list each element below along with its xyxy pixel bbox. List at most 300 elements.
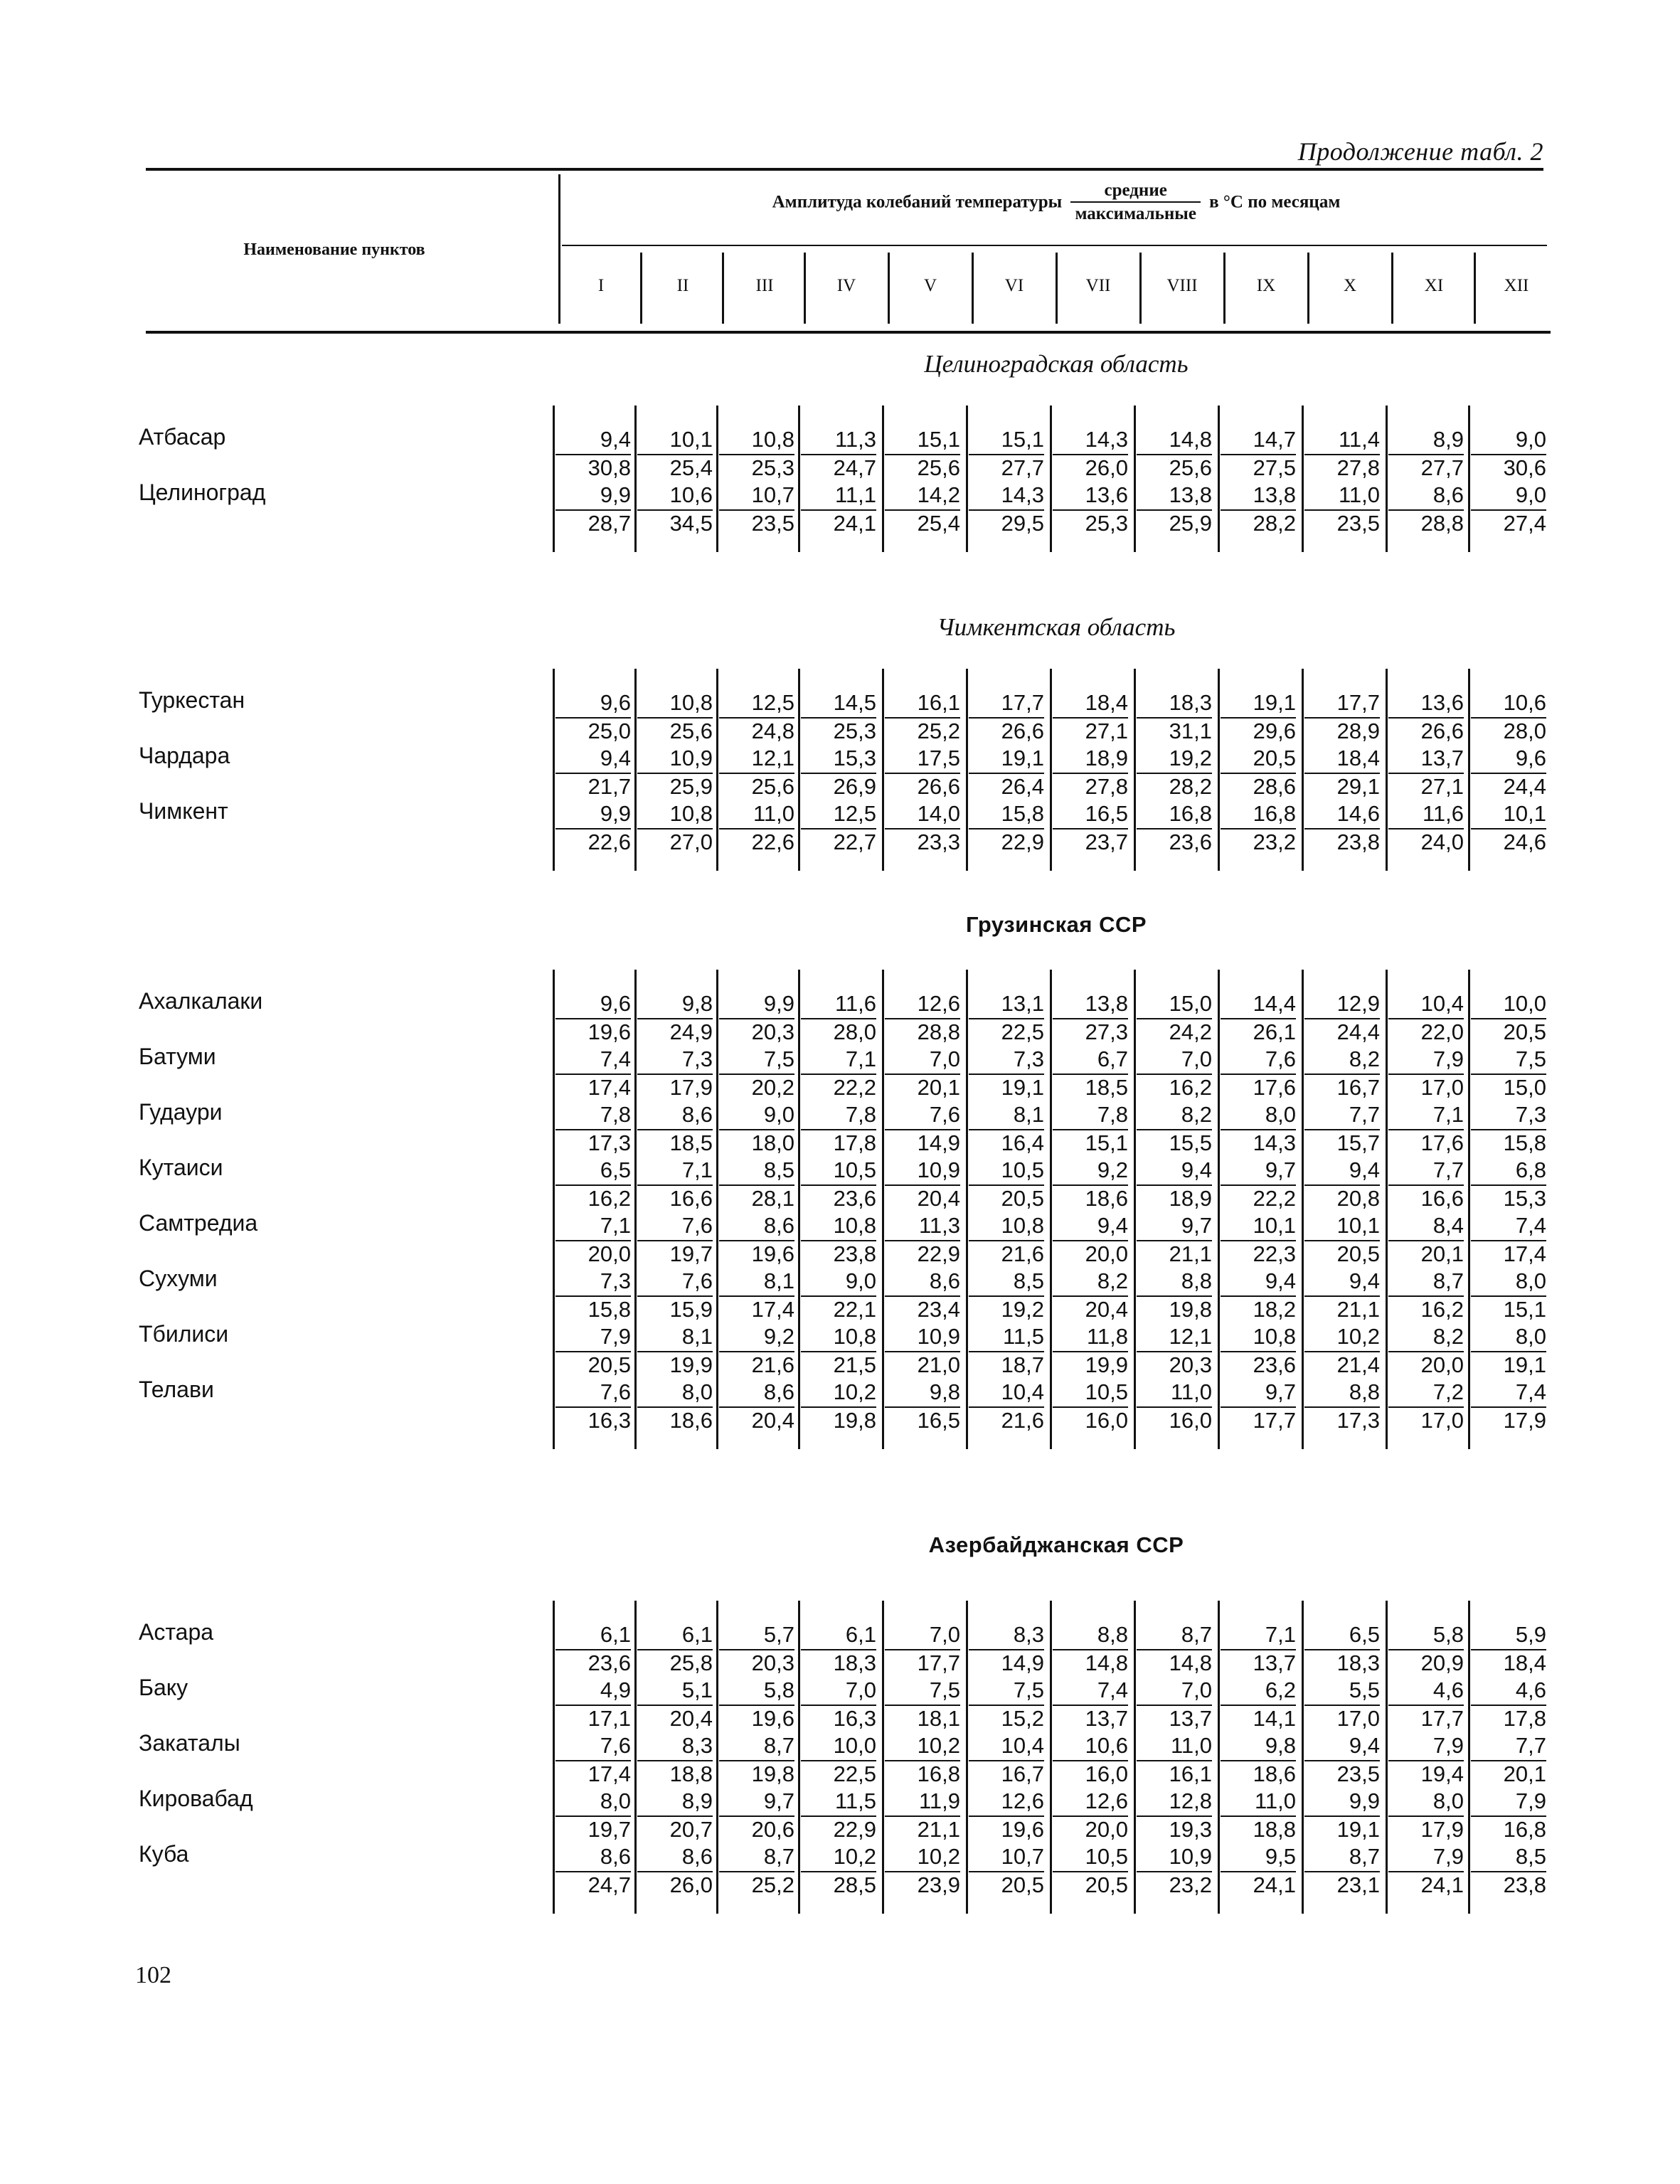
month-label: IV [836,276,856,295]
max-value-cell: 19,2 [969,1295,1044,1322]
max-value-cell: 27,0 [637,828,713,855]
max-value-cell: 16,6 [1388,1184,1464,1212]
max-value-cell: 26,6 [885,773,960,800]
max-value-cell: 16,5 [885,1406,960,1433]
mean-value-cell: 8,8 [1181,1268,1212,1293]
mean-value-cell: 5,8 [763,1677,794,1702]
column-divider [798,669,800,871]
max-value-cell: 20,5 [1304,1240,1380,1267]
max-value-cell: 20,9 [1388,1649,1464,1676]
column-divider [553,669,555,871]
max-value-cell: 23,6 [801,1184,876,1212]
max-value-cell: 27,8 [1304,454,1380,481]
mean-value-cell: 10,9 [1169,1844,1212,1869]
mean-value-cell: 13,8 [1169,482,1212,507]
mean-value-cell: 11,4 [1338,427,1380,452]
month-label: X [1343,276,1357,295]
mean-value-cell: 8,4 [1432,1213,1464,1238]
max-value-cell: 20,1 [1388,1240,1464,1267]
mean-value-cell: 8,2 [1349,1046,1380,1071]
mean-value-cell: 7,6 [929,1102,960,1127]
max-value-cell: 20,5 [969,1184,1044,1212]
month-label: VIII [1166,276,1198,295]
max-value-cell: 20,3 [719,1018,794,1045]
mean-value-cell: 13,8 [1085,991,1128,1016]
max-value-cell: 20,0 [1053,1815,1128,1843]
max-value-cell: 14,9 [885,1129,960,1156]
mean-value-cell: 11,0 [1338,482,1380,507]
max-value-cell: 23,5 [1304,509,1380,536]
max-value-cell: 19,6 [719,1240,794,1267]
mean-value-cell: 17,5 [917,746,960,770]
max-value-cell: 23,9 [885,1871,960,1898]
mean-value-cell: 8,0 [1515,1268,1546,1293]
max-value-cell: 17,1 [555,1705,631,1732]
max-value-cell: 16,2 [1137,1074,1212,1101]
max-value-cell: 17,8 [1471,1705,1546,1732]
max-value-cell: 25,6 [637,717,713,744]
max-value-cell: 15,1 [1471,1295,1546,1322]
max-value-cell: 26,0 [637,1871,713,1898]
max-value-cell: 24,4 [1304,1018,1380,1045]
max-value-cell: 24,8 [719,717,794,744]
max-value-cell: 23,4 [885,1295,960,1322]
column-divider [1302,1601,1304,1914]
max-value-cell: 26,1 [1221,1018,1296,1045]
max-value-cell: 27,5 [1221,454,1296,481]
max-value-cell: 16,0 [1053,1406,1128,1433]
max-value-cell: 21,1 [1304,1295,1380,1322]
mean-value-cell: 10,8 [1253,1324,1296,1349]
mean-value-cell: 7,0 [845,1677,876,1702]
mean-value-cell: 10,4 [1001,1379,1044,1404]
max-value-cell: 18,8 [1221,1815,1296,1843]
station-name: Закаталы [139,1730,240,1756]
mean-value-cell: 9,7 [1181,1213,1212,1238]
station-name: Куба [139,1841,189,1867]
month-label: XI [1424,276,1444,295]
column-divider [634,970,637,1449]
max-value-cell: 17,9 [637,1074,713,1101]
mean-value-cell: 10,7 [1001,1844,1044,1869]
max-value-cell: 26,9 [801,773,876,800]
max-value-cell: 20,3 [719,1649,794,1676]
max-value-cell: 28,6 [1221,773,1296,800]
max-value-cell: 19,1 [969,1074,1044,1101]
mean-value-cell: 8,5 [763,1157,794,1182]
column-divider [1218,970,1220,1449]
mean-value-cell: 8,8 [1097,1622,1128,1647]
mean-value-cell: 8,1 [763,1268,794,1293]
max-value-cell: 28,0 [1471,717,1546,744]
mean-value-cell: 12,6 [917,991,960,1016]
column-divider [798,405,800,552]
mean-value-cell: 7,6 [681,1213,713,1238]
station-name: Самтредиа [139,1210,258,1236]
max-value-cell: 22,5 [801,1760,876,1787]
max-value-cell: 30,8 [555,454,631,481]
max-value-cell: 19,8 [801,1406,876,1433]
max-value-cell: 28,2 [1137,773,1212,800]
max-value-cell: 19,6 [555,1018,631,1045]
mean-value-cell: 11,6 [1422,801,1464,826]
mean-value-cell: 7,1 [1265,1622,1296,1647]
mean-value-cell: 9,9 [1349,1788,1380,1813]
max-value-cell: 14,9 [969,1649,1044,1676]
max-value-cell: 19,3 [1137,1815,1212,1843]
column-divider [882,405,884,552]
max-value-cell: 16,6 [637,1184,713,1212]
mean-value-cell: 14,6 [1336,801,1380,826]
month-label: I [597,276,605,295]
max-value-cell: 18,2 [1221,1295,1296,1322]
mean-value-cell: 10,5 [1085,1844,1128,1869]
max-value-cell: 18,8 [637,1760,713,1787]
mean-value-cell: 11,0 [753,801,794,826]
mean-value-cell: 10,5 [833,1157,876,1182]
mean-value-cell: 7,1 [845,1046,876,1071]
mean-value-cell: 18,4 [1336,746,1380,770]
max-value-cell: 23,1 [1304,1871,1380,1898]
mean-value-cell: 6,5 [1349,1622,1380,1647]
max-value-cell: 28,2 [1221,509,1296,536]
max-value-cell: 24,4 [1471,773,1546,800]
max-value-cell: 19,8 [719,1760,794,1787]
max-value-cell: 18,9 [1137,1184,1212,1212]
max-value-cell: 22,9 [969,828,1044,855]
mean-value-cell: 20,5 [1253,746,1296,770]
mean-value-cell: 8,7 [1349,1844,1380,1869]
max-value-cell: 23,2 [1137,1871,1212,1898]
max-value-cell: 17,6 [1221,1074,1296,1101]
max-value-cell: 28,9 [1304,717,1380,744]
mean-value-cell: 7,6 [600,1379,631,1404]
mean-value-cell: 8,1 [681,1324,713,1349]
mean-value-cell: 9,8 [929,1379,960,1404]
max-value-cell: 20,5 [969,1871,1044,1898]
mean-value-cell: 13,6 [1085,482,1128,507]
max-value-cell: 18,6 [1221,1760,1296,1787]
mean-value-cell: 10,0 [833,1733,876,1758]
max-value-cell: 19,9 [1053,1351,1128,1378]
column-divider [1218,669,1220,871]
max-value-cell: 25,3 [719,454,794,481]
mean-value-cell: 7,9 [1432,1733,1464,1758]
mean-value-cell: 9,6 [600,690,631,715]
max-value-cell: 20,2 [719,1074,794,1101]
page-number: 102 [135,1962,171,1988]
max-value-cell: 21,1 [885,1815,960,1843]
mean-value-cell: 8,6 [763,1379,794,1404]
mean-value-cell: 11,0 [1254,1788,1296,1813]
mean-value-cell: 10,2 [833,1844,876,1869]
mean-value-cell: 8,6 [681,1102,713,1127]
mean-value-cell: 13,8 [1253,482,1296,507]
mean-value-cell: 11,0 [1170,1733,1212,1758]
mean-value-cell: 9,4 [1265,1268,1296,1293]
mean-value-cell: 10,8 [669,801,713,826]
mean-value-cell: 9,0 [763,1102,794,1127]
max-value-cell: 16,0 [1137,1406,1212,1433]
column-divider [966,405,968,552]
max-value-cell: 21,1 [1137,1240,1212,1267]
mean-value-cell: 9,4 [1181,1157,1212,1182]
mean-value-cell: 7,2 [1432,1379,1464,1404]
mean-value-cell: 5,5 [1349,1677,1380,1702]
max-value-cell: 23,5 [1304,1760,1380,1787]
max-value-cell: 16,8 [885,1760,960,1787]
max-value-cell: 20,6 [719,1815,794,1843]
max-value-cell: 14,8 [1053,1649,1128,1676]
max-value-cell: 21,0 [885,1351,960,1378]
max-value-cell: 24,2 [1137,1018,1212,1045]
mean-value-cell: 14,4 [1253,991,1296,1016]
mean-value-cell: 7,1 [681,1157,713,1182]
max-value-cell: 23,8 [1471,1871,1546,1898]
mean-value-cell: 16,8 [1253,801,1296,826]
mean-max-fraction [1070,179,1200,226]
max-value-cell: 20,1 [1471,1760,1546,1787]
mean-value-cell: 12,6 [1001,1788,1044,1813]
amplitude-header [562,179,1551,226]
mean-value-cell: 6,8 [1515,1157,1546,1182]
mean-value-cell: 15,1 [1001,427,1044,452]
mean-value-cell: 7,5 [929,1677,960,1702]
mean-value-cell: 5,8 [1432,1622,1464,1647]
max-value-cell: 26,4 [969,773,1044,800]
max-value-cell: 27,3 [1053,1018,1128,1045]
mean-value-cell: 9,0 [1515,482,1546,507]
max-value-cell: 18,1 [885,1705,960,1732]
max-value-cell: 24,0 [1388,828,1464,855]
column-divider [1302,405,1304,552]
mean-value-cell: 5,1 [681,1677,713,1702]
max-value-cell: 17,0 [1388,1074,1464,1101]
max-value-cell: 13,7 [1137,1705,1212,1732]
column-divider [716,669,718,871]
mean-value-cell: 8,9 [1432,427,1464,452]
station-name: Чимкент [139,798,228,824]
station-name: Баку [139,1675,188,1700]
max-value-cell: 29,5 [969,509,1044,536]
mean-value-cell: 7,9 [1432,1844,1464,1869]
max-value-cell: 27,4 [1471,509,1546,536]
mean-value-cell: 14,0 [917,801,960,826]
max-value-cell: 16,4 [969,1129,1044,1156]
max-value-cell: 20,8 [1304,1184,1380,1212]
mean-value-cell: 7,7 [1515,1733,1546,1758]
mean-value-cell: 11,5 [834,1788,876,1813]
mean-value-cell: 8,2 [1181,1102,1212,1127]
max-value-cell: 25,6 [1137,454,1212,481]
mean-value-cell: 4,6 [1515,1677,1546,1702]
max-value-cell: 22,9 [885,1240,960,1267]
mean-value-cell: 7,5 [1013,1677,1044,1702]
column-divider [716,405,718,552]
mean-value-cell: 7,7 [1349,1102,1380,1127]
column-divider [1468,405,1470,552]
max-value-cell: 17,7 [1221,1406,1296,1433]
header-column-divider [558,174,560,324]
max-value-cell: 16,2 [1388,1295,1464,1322]
mean-value-cell: 16,1 [917,690,960,715]
mean-value-cell: 8,7 [763,1844,794,1869]
mean-value-cell: 8,7 [1181,1622,1212,1647]
mean-value-cell: 11,9 [918,1788,960,1813]
max-value-cell: 24,1 [801,509,876,536]
max-value-cell: 24,7 [801,454,876,481]
mean-value-cell: 8,6 [1432,482,1464,507]
max-value-cell: 34,5 [637,509,713,536]
mean-value-cell: 8,6 [681,1844,713,1869]
max-value-cell: 21,4 [1304,1351,1380,1378]
mean-value-cell: 10,8 [751,427,794,452]
mean-value-cell: 7,5 [1515,1046,1546,1071]
mean-value-cell: 7,6 [600,1733,631,1758]
mean-value-cell: 8,0 [1265,1102,1296,1127]
max-value-cell: 18,3 [801,1649,876,1676]
mean-value-cell: 7,7 [1432,1157,1464,1182]
max-value-cell: 17,6 [1388,1129,1464,1156]
max-value-cell: 27,7 [969,454,1044,481]
mean-value-cell: 16,8 [1169,801,1212,826]
max-value-cell: 27,1 [1053,717,1128,744]
mean-value-cell: 9,4 [1349,1268,1380,1293]
max-value-cell: 24,9 [637,1018,713,1045]
mean-value-cell: 8,0 [600,1788,631,1813]
mean-value-cell: 9,0 [845,1268,876,1293]
mean-value-cell: 10,9 [917,1324,960,1349]
max-value-cell: 22,1 [801,1295,876,1322]
max-value-cell: 20,4 [719,1406,794,1433]
max-value-cell: 24,6 [1471,828,1546,855]
max-value-cell: 22,5 [969,1018,1044,1045]
mean-value-cell: 10,1 [1503,801,1546,826]
max-value-cell: 17,7 [885,1649,960,1676]
station-name: Телави [139,1377,214,1402]
column-divider [798,1601,800,1914]
section-title: Целиноградская область [924,350,1189,378]
station-name: Сухуми [139,1266,218,1291]
max-value-cell: 31,1 [1137,717,1212,744]
mean-value-cell: 7,3 [600,1268,631,1293]
mean-value-cell: 7,1 [1432,1102,1464,1127]
mean-value-cell: 14,5 [833,690,876,715]
max-value-cell: 25,9 [637,773,713,800]
continuation-title: Продолжение табл. 2 [1297,137,1543,166]
mean-value-cell: 7,3 [1515,1102,1546,1127]
max-value-cell: 19,7 [555,1815,631,1843]
max-value-cell: 15,3 [1471,1184,1546,1212]
mean-value-cell: 8,5 [1013,1268,1044,1293]
max-value-cell: 20,5 [1053,1871,1128,1898]
max-value-cell: 25,4 [637,454,713,481]
max-value-cell: 25,6 [719,773,794,800]
max-value-cell: 18,5 [637,1129,713,1156]
max-value-cell: 18,6 [1053,1184,1128,1212]
max-value-cell: 18,0 [719,1129,794,1156]
max-value-cell: 25,3 [801,717,876,744]
max-value-cell: 19,1 [1471,1351,1546,1378]
station-name: Батуми [139,1044,216,1069]
max-value-cell: 22,2 [801,1074,876,1101]
mean-value-cell: 11,3 [834,427,876,452]
column-divider [882,1601,884,1914]
max-value-cell: 19,6 [969,1815,1044,1843]
mean-value-cell: 9,4 [1349,1733,1380,1758]
max-value-cell: 21,7 [555,773,631,800]
mean-value-cell: 11,5 [1002,1324,1044,1349]
max-value-cell: 17,9 [1388,1815,1464,1843]
mean-value-cell: 6,7 [1097,1046,1128,1071]
mean-value-cell: 9,4 [600,427,631,452]
mean-value-cell: 9,7 [1265,1379,1296,1404]
mean-value-cell: 7,9 [600,1324,631,1349]
mean-value-cell: 8,0 [1515,1324,1546,1349]
max-value-cell: 17,7 [1388,1705,1464,1732]
mean-value-cell: 15,0 [1169,991,1212,1016]
mean-value-cell: 18,3 [1169,690,1212,715]
max-value-cell: 23,6 [1137,828,1212,855]
column-divider [1050,405,1052,552]
mean-value-cell: 7,8 [845,1102,876,1127]
column-divider [882,970,884,1449]
mean-value-cell: 10,6 [1503,690,1546,715]
column-divider [1218,405,1220,552]
mean-value-cell: 9,4 [1097,1213,1128,1238]
column-divider [798,970,800,1449]
max-value-cell: 20,5 [1471,1018,1546,1045]
month-label: VII [1085,276,1111,295]
amplitude-label: Амплитуда колебаний температуры [772,192,1063,212]
mean-value-cell: 17,7 [1336,690,1380,715]
fraction-numerator: средние [1070,179,1200,203]
station-name: Кировабад [139,1786,253,1811]
column-divider [1134,970,1136,1449]
max-value-cell: 22,9 [801,1815,876,1843]
mean-value-cell: 10,1 [1253,1213,1296,1238]
mean-value-cell: 12,5 [833,801,876,826]
max-value-cell: 15,9 [637,1295,713,1322]
max-value-cell: 24,1 [1388,1871,1464,1898]
mean-value-cell: 6,1 [681,1622,713,1647]
max-value-cell: 17,4 [555,1074,631,1101]
max-value-cell: 26,0 [1053,454,1128,481]
mean-value-cell: 12,6 [1085,1788,1128,1813]
mean-value-cell: 14,8 [1169,427,1212,452]
column-divider [634,405,637,552]
station-name: Кутаиси [139,1155,223,1180]
mean-value-cell: 9,9 [600,801,631,826]
max-value-cell: 25,4 [885,509,960,536]
table-top-rule [146,168,1543,171]
max-value-cell: 14,8 [1137,1649,1212,1676]
column-divider [1386,405,1388,552]
column-divider [553,970,555,1449]
section-title: Азербайджанская ССР [928,1532,1184,1557]
mean-value-cell: 7,0 [929,1622,960,1647]
max-value-cell: 16,7 [1304,1074,1380,1101]
max-value-cell: 17,9 [1471,1406,1546,1433]
max-value-cell: 23,2 [1221,828,1296,855]
column-divider [553,1601,555,1914]
mean-value-cell: 10,6 [669,482,713,507]
mean-value-cell: 4,6 [1432,1677,1464,1702]
mean-value-cell: 13,7 [1420,746,1464,770]
mean-value-cell: 9,8 [1265,1733,1296,1758]
max-value-cell: 17,0 [1304,1705,1380,1732]
mean-value-cell: 12,9 [1336,991,1380,1016]
